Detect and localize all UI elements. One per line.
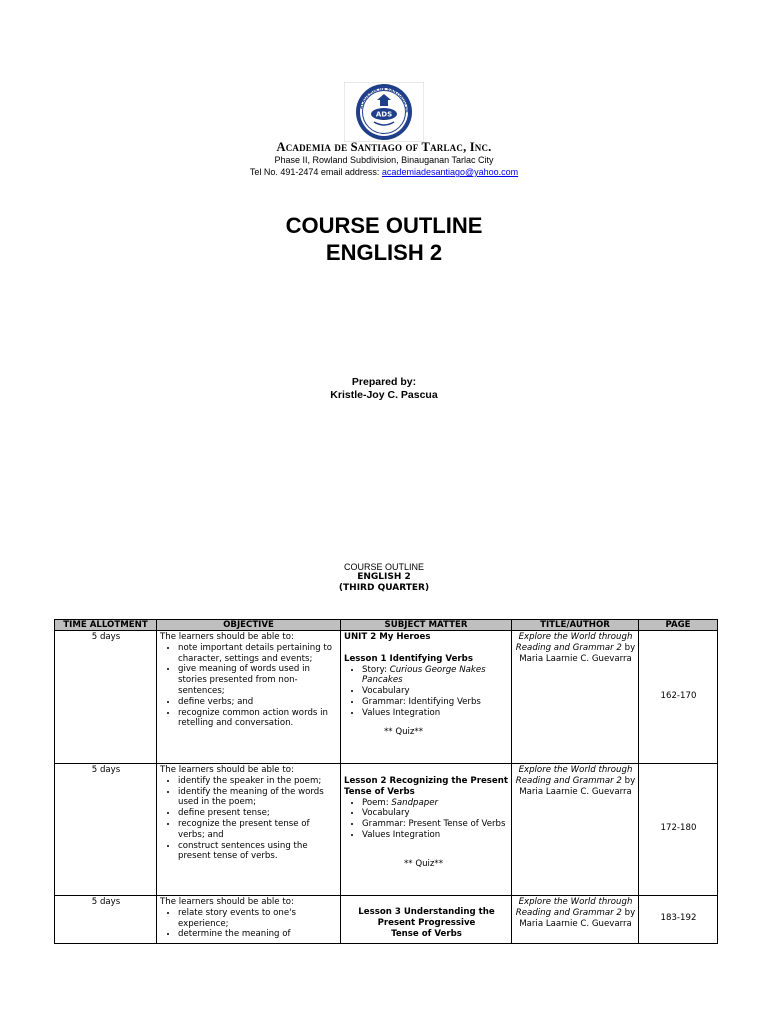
list-item: • Grammar: Present Tense of Verbs	[362, 819, 509, 830]
list-item: • Values Integration	[362, 708, 509, 719]
title-author-cell	[512, 896, 639, 944]
objective-list	[160, 776, 338, 862]
list-item: • relate story events to one's experience;	[178, 908, 338, 930]
list-item: • Vocabulary	[362, 808, 509, 819]
title-author-cell	[512, 631, 639, 764]
objective-cell	[157, 896, 341, 944]
title-line-2: ENGLISH 2	[325, 240, 443, 265]
story-title: Curious George Nakes Pancakes	[362, 664, 486, 686]
quiz-note: ** Quiz**	[384, 726, 424, 737]
header-time-allotment: TIME ALLOTMENT	[55, 620, 157, 631]
list-item: • Values Integration	[362, 830, 509, 841]
book-author: by Maria Laarnie C. Guevarra	[519, 642, 636, 664]
page-cell: 183-192	[639, 896, 718, 944]
lesson-title-line-2: Present Progressive	[377, 917, 476, 928]
subheading-title: COURSE OUTLINE	[343, 562, 424, 572]
course-outline-table	[54, 619, 718, 944]
list-item: • identify the speaker in the poem;	[178, 776, 338, 787]
document-title	[0, 212, 768, 266]
email-link[interactable]: academiadesantiago@yahoo.com	[381, 167, 519, 177]
header-page: PAGE	[639, 620, 718, 631]
objective-intro: The learners should be able to:	[160, 897, 294, 907]
list-item: • Vocabulary	[362, 686, 509, 697]
lesson-title: Lesson 2 Recognizing the Present Tense of Verbs	[344, 776, 508, 797]
contact-prefix: Tel No. 491-2474 email address:	[249, 167, 382, 177]
table-row	[55, 764, 718, 896]
table-row	[55, 896, 718, 944]
subject-matter-cell	[341, 631, 512, 764]
table-row	[55, 631, 718, 764]
list-item: • construct sentences using the present tense of verbs.	[178, 841, 338, 863]
subheading-subject: ENGLISH 2	[357, 572, 411, 582]
story-label: Poem:	[362, 797, 392, 808]
story-title: Sandpaper	[391, 797, 439, 808]
objective-cell	[157, 764, 341, 896]
list-item	[362, 798, 509, 809]
time-cell: 5 days	[55, 896, 157, 944]
subheading-quarter: (THIRD QUARTER)	[338, 583, 430, 593]
list-item: • define verbs; and	[178, 697, 338, 708]
school-address: Phase II, Rowland Subdivision, Binauganan Tarlac City	[274, 155, 494, 165]
list-item: • define present tense;	[178, 808, 338, 819]
time-cell: 5 days	[55, 764, 157, 896]
subject-list	[344, 798, 509, 841]
list-item: • recognize the present tense of verbs; and	[178, 819, 338, 841]
book-author: by Maria Laarnie C. Guevarra	[519, 775, 636, 797]
list-item: • give meaning of words used in stories presented from non-sentences;	[178, 664, 338, 696]
page-cell: 172-180	[639, 764, 718, 896]
book-title: Explore the World through Reading and Grammar 2	[515, 632, 633, 653]
table-header-row	[55, 620, 718, 631]
lesson-title-line-3: Tense of Verbs	[391, 928, 462, 939]
subject-matter-cell	[341, 764, 512, 896]
objective-intro: The learners should be able to:	[160, 632, 294, 642]
time-cell: 5 days	[55, 631, 157, 764]
list-item: • recognize common action words in retelling and conversation.	[178, 708, 338, 730]
book-author: by Maria Laarnie C. Guevarra	[519, 907, 636, 929]
book-title: Explore the World through Reading and Grammar 2	[515, 765, 633, 786]
subject-list	[344, 665, 509, 719]
list-item: • identify the meaning of the words used in the poem;	[178, 787, 338, 809]
list-item: • note important details pertaining to character, settings and events;	[178, 643, 338, 665]
objective-list	[160, 643, 338, 729]
prepared-by-label: Prepared by:	[351, 376, 417, 388]
objective-list	[160, 908, 338, 940]
preparer-name: Kristle-Joy C. Pascua	[330, 389, 438, 401]
story-label: Story:	[362, 664, 390, 675]
header-objective: OBJECTIVE	[157, 620, 341, 631]
header-title-author: TITLE/AUTHOR	[512, 620, 639, 631]
title-author-cell	[512, 764, 639, 896]
objective-intro: The learners should be able to:	[160, 765, 294, 775]
list-item	[362, 665, 509, 687]
quiz-note: ** Quiz**	[404, 858, 444, 869]
subject-matter-cell	[341, 896, 512, 944]
lesson-title-line-1: Lesson 3 Understanding the	[358, 907, 495, 917]
header-subject-matter: SUBJECT MATTER	[341, 620, 512, 631]
title-line-1: COURSE OUTLINE	[285, 213, 483, 238]
unit-title: UNIT 2 My Heroes	[344, 632, 431, 642]
page-cell: 162-170	[639, 631, 718, 764]
book-title: Explore the World through Reading and Grammar 2	[515, 897, 633, 918]
school-name: Academia de Santiago of Tarlac, Inc.	[276, 140, 492, 154]
school-contact	[0, 167, 768, 177]
list-item: • determine the meaning of	[178, 929, 338, 940]
svg-text:ADS: ADS	[375, 110, 393, 119]
school-seal-logo	[344, 82, 424, 142]
lesson-title: Lesson 1 Identifying Verbs	[344, 653, 473, 664]
lesson-title	[344, 907, 509, 939]
list-item: • Grammar: Identifying Verbs	[362, 697, 509, 708]
objective-cell	[157, 631, 341, 764]
svg-text:ACADEMIA DE SANTIAGO DE TARLAC: ACADEMIA DE SANTIAGO DE	[358, 85, 411, 113]
